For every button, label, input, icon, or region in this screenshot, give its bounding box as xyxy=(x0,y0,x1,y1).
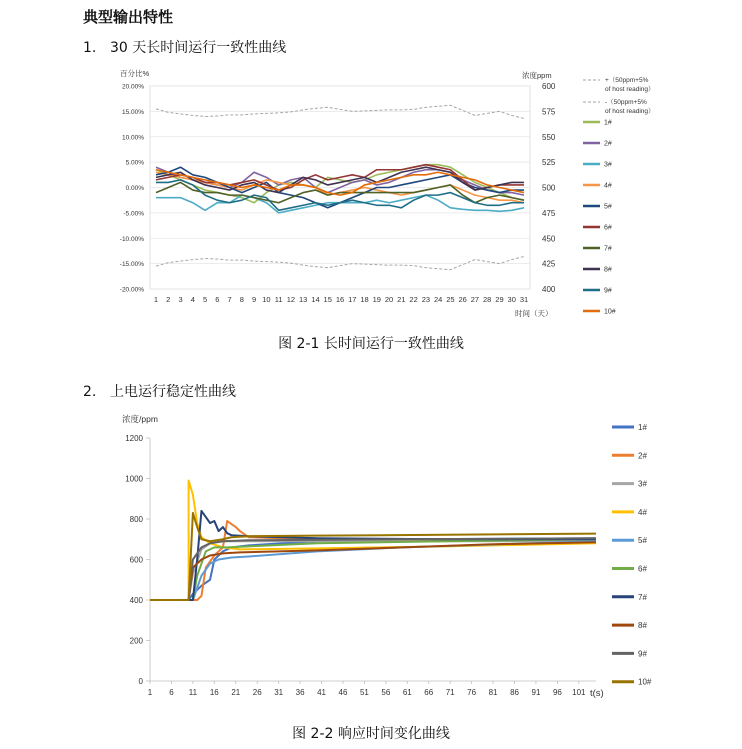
x-tick-label: 15 xyxy=(323,295,332,304)
x-tick-label: 36 xyxy=(295,688,305,697)
x-tick-label: 101 xyxy=(572,688,586,697)
response-chart xyxy=(0,408,742,708)
bound-line-upper xyxy=(156,105,524,118)
legend-label-4: 4# xyxy=(604,182,612,190)
section-1-text: 30 天长时间运行一致性曲线 xyxy=(110,40,287,56)
y-right-tick-label: 475 xyxy=(542,208,556,218)
y-right-axis-label: 浓度ppm xyxy=(522,71,552,80)
x-tick-label: 11 xyxy=(188,688,198,697)
x-tick-label: 56 xyxy=(381,688,391,697)
section-2-text: 上电运行稳定性曲线 xyxy=(110,384,236,400)
x-tick-label: 41 xyxy=(317,688,326,697)
x-tick-label: 25 xyxy=(446,295,455,304)
x-tick-label: 16 xyxy=(335,295,345,304)
section-2-title xyxy=(83,381,236,401)
legend-label-3: 3# xyxy=(604,161,612,169)
y-right-tick-label: 400 xyxy=(542,285,556,294)
bound-line-lower xyxy=(156,257,524,270)
x-tick-label: 81 xyxy=(488,688,498,697)
legend-label-bound: +（50ppm+5% of host reading） xyxy=(605,77,655,93)
x-tick-label: 22 xyxy=(409,295,418,304)
x-tick-label: 14 xyxy=(311,295,320,304)
y-tick-label: 1000 xyxy=(125,474,143,484)
legend-label-7: 7# xyxy=(638,592,647,602)
x-tick-label: 17 xyxy=(348,295,357,304)
x-tick-label: 3 xyxy=(178,295,183,304)
x-tick-label: 1 xyxy=(147,688,153,697)
document-heading: 典型输出特性 xyxy=(83,8,174,26)
y-tick-label: 800 xyxy=(129,515,143,524)
y-tick-label: 200 xyxy=(129,636,143,646)
x-tick-label: 71 xyxy=(445,688,455,697)
x-tick-label: 2 xyxy=(166,295,171,304)
legend-label-5: 5# xyxy=(638,536,647,546)
x-tick-label: 16 xyxy=(209,688,219,697)
y-left-tick-label: 15.00% xyxy=(121,108,144,116)
x-tick-label: 21 xyxy=(231,688,241,697)
legend-label-3: 3# xyxy=(638,479,647,489)
legend-label-6: 6# xyxy=(604,224,612,232)
y-tick-label: 600 xyxy=(129,555,143,565)
legend-label-2: 2# xyxy=(604,140,612,148)
series-line-8 xyxy=(150,542,596,600)
y-right-tick-label: 500 xyxy=(542,183,556,193)
x-tick-label: 8 xyxy=(239,295,244,304)
figure-2-2-caption: 图 2-2 响应时间变化曲线 xyxy=(292,726,450,742)
x-tick-label: 46 xyxy=(338,688,348,697)
x-tick-label: 27 xyxy=(470,295,480,304)
x-tick-label: 19 xyxy=(372,295,381,304)
legend-label-4: 4# xyxy=(638,507,647,517)
y-left-tick-label: 20.00% xyxy=(121,83,144,91)
legend-label-8: 8# xyxy=(604,266,612,274)
x-axis-label: t(s) xyxy=(590,688,604,699)
x-tick-label: 10 xyxy=(262,295,271,304)
x-tick-label: 31 xyxy=(274,688,284,697)
y-left-tick-label: -20.00% xyxy=(119,286,144,294)
y-left-axis-label: 百分比% xyxy=(120,69,150,78)
y-right-tick-label: 425 xyxy=(542,259,556,269)
y-right-tick-label: 450 xyxy=(542,234,556,244)
figure-2-1-caption: 图 2-1 长时间运行一致性曲线 xyxy=(278,336,464,352)
legend-label-9: 9# xyxy=(604,287,612,295)
x-tick-label: 1 xyxy=(153,295,159,304)
x-tick-label: 31 xyxy=(519,295,529,304)
x-tick-label: 12 xyxy=(286,295,296,304)
series-line-5 xyxy=(150,541,596,600)
x-tick-label: 11 xyxy=(274,295,283,304)
consistency-chart xyxy=(0,62,742,322)
section-1-number: 1. xyxy=(83,40,97,56)
x-tick-label: 24 xyxy=(433,295,443,304)
x-tick-label: 66 xyxy=(424,688,434,697)
y-right-tick-label: 600 xyxy=(542,82,556,91)
section-2-number: 2. xyxy=(83,384,97,400)
y-tick-label: 1200 xyxy=(125,434,143,443)
y-left-tick-label: -5.00% xyxy=(123,210,144,218)
y-left-tick-label: 10.00% xyxy=(121,134,144,142)
legend-label-2: 2# xyxy=(638,451,647,461)
x-tick-label: 28 xyxy=(483,295,492,304)
x-tick-label: 5 xyxy=(202,295,208,304)
x-tick-label: 96 xyxy=(552,688,562,697)
x-tick-label: 21 xyxy=(397,295,406,304)
x-tick-label: 18 xyxy=(360,295,369,304)
y-left-tick-label: -10.00% xyxy=(119,235,144,243)
y-left-tick-label: -15.00% xyxy=(119,261,144,269)
x-tick-label: 26 xyxy=(458,295,467,304)
legend-label-5: 5# xyxy=(604,203,612,211)
y-tick-label: 400 xyxy=(129,596,143,605)
legend-label-1: 1# xyxy=(638,423,647,432)
legend-label-1: 1# xyxy=(604,119,612,127)
legend-label-6: 6# xyxy=(638,564,647,574)
y-right-tick-label: 550 xyxy=(542,132,556,142)
x-tick-label: 51 xyxy=(359,688,369,697)
y-left-tick-label: 5.00% xyxy=(125,159,144,167)
x-tick-label: 26 xyxy=(252,688,262,697)
x-tick-label: 6 xyxy=(169,688,174,697)
x-axis-label: 时间（天） xyxy=(515,309,553,318)
y-axis-label: 浓度/ppm xyxy=(122,414,158,424)
legend-label-9: 9# xyxy=(638,649,647,659)
legend-label-10: 10# xyxy=(638,677,652,687)
y-right-tick-label: 575 xyxy=(542,107,556,117)
legend-label-8: 8# xyxy=(638,621,647,631)
y-right-tick-label: 525 xyxy=(542,158,556,168)
section-1-title xyxy=(83,37,286,57)
y-left-tick-label: 0.00% xyxy=(125,185,144,192)
x-tick-label: 9 xyxy=(252,295,257,304)
x-tick-label: 7 xyxy=(227,295,232,304)
x-tick-label: 86 xyxy=(510,688,519,697)
x-tick-label: 23 xyxy=(421,295,431,304)
x-tick-label: 20 xyxy=(384,295,394,304)
x-tick-label: 30 xyxy=(507,295,516,304)
legend-label-7: 7# xyxy=(604,245,612,253)
x-tick-label: 76 xyxy=(467,688,477,697)
series-line-3 xyxy=(150,541,596,600)
x-tick-label: 91 xyxy=(531,688,541,697)
x-tick-label: 6 xyxy=(215,295,220,304)
x-tick-label: 61 xyxy=(402,688,412,697)
x-tick-label: 13 xyxy=(299,295,308,304)
legend-label-10: 10# xyxy=(604,308,616,316)
series-line-7 xyxy=(150,511,596,600)
y-tick-label: 0 xyxy=(138,677,143,686)
x-tick-label: 29 xyxy=(495,295,504,304)
legend-label-bound: -（50ppm+5% of host reading） xyxy=(605,99,655,115)
x-tick-label: 4 xyxy=(190,295,195,304)
